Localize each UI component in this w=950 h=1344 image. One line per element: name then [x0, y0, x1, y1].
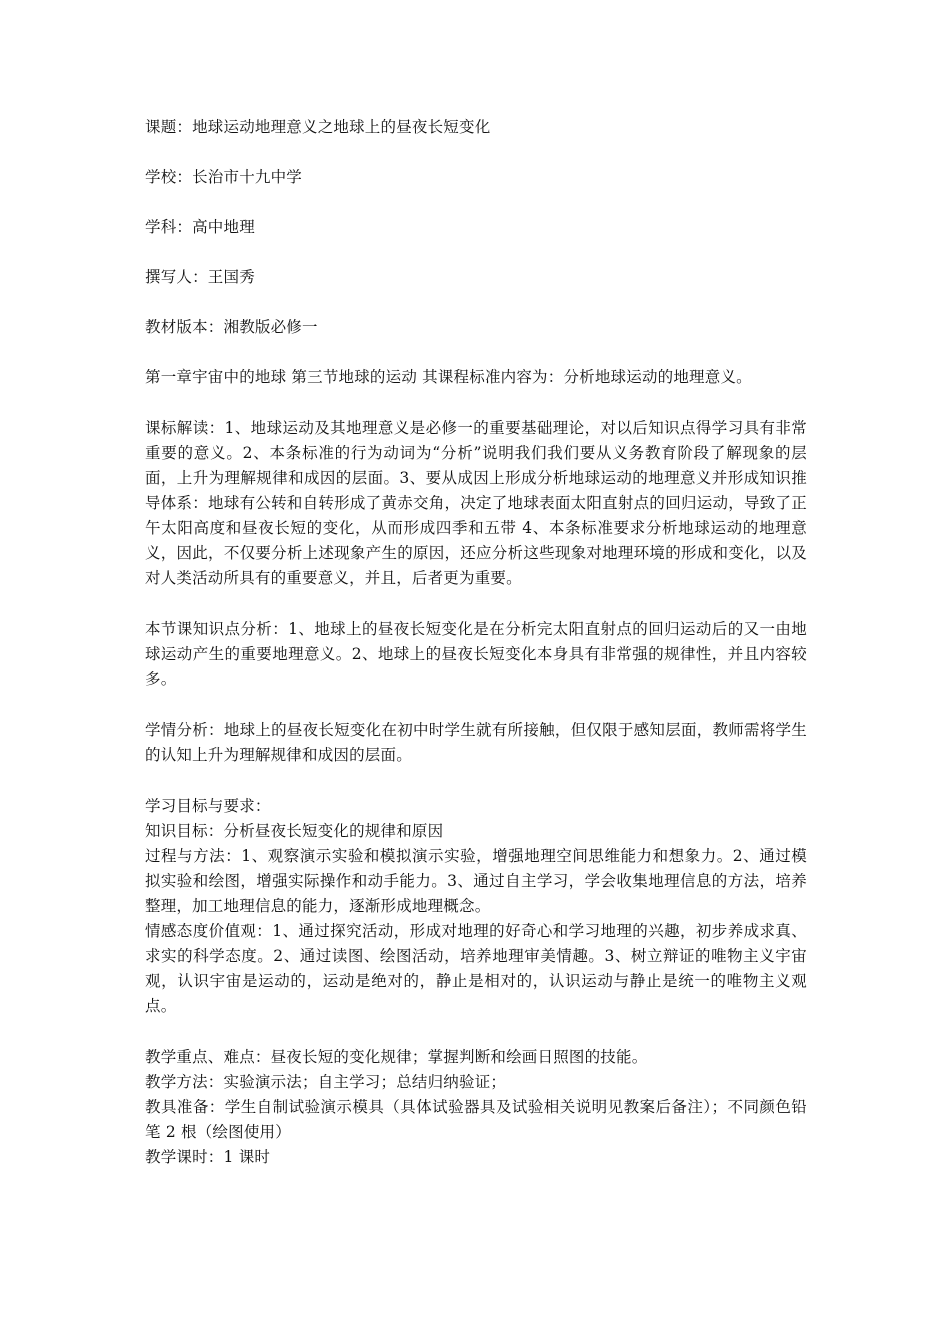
- chapter-line: 第一章宇宙中的地球 第三节地球的运动 其课程标准内容为：分析地球运动的地理意义。: [145, 368, 752, 386]
- textbook-edition-line: 教材版本：湘教版必修一: [145, 318, 318, 336]
- student-analysis: 学情分析：地球上的昼夜长短变化在初中时学生就有所接触，但仅限于感知层面，教师需将学生的认知上升为理解规律和成因的层面。: [145, 721, 807, 764]
- lesson-plan-body: [145, 115, 807, 1170]
- knowledge-objective: 知识目标：分析昼夜长短变化的规律和原因: [145, 822, 444, 840]
- knowledge-analysis: 本节课知识点分析：1、地球上的昼夜长短变化是在分析完太阳直射点的回归运动后的又一由地球运动产生的重要地理意义。2、地球上的昼夜长短变化本身具有非常强的规律性，并且内容较多。: [145, 620, 807, 688]
- subject-line: 学科：高中地理: [145, 218, 255, 236]
- teaching-aids: 教具准备：学生自制试验演示模具（具体试验器具及试验相关说明见教案后备注）；不同颜色铅笔 2 根（绘图使用）: [145, 1098, 807, 1141]
- key-points: 教学重点、难点：昼夜长短的变化规律；掌握判断和绘画日照图的技能。: [145, 1048, 648, 1066]
- emotion-value-objective: 情感态度价值观：1、通过探究活动，形成对地理的好奇心和学习地理的兴趣，初步养成求真、求实的科学态度。2、通过读图、绘图活动，培养地理审美情趣。3、树立辩证的唯物主义宇宙观，认识宇宙是运动的，运动是绝对的，静止是相对的，认识运动与静止是统一的唯物主义观点。: [145, 922, 807, 1015]
- teaching-hours: 教学课时：1 课时: [145, 1148, 271, 1166]
- curriculum-interpretation: 课标解读：1、地球运动及其地理意义是必修一的重要基础理论，对以后知识点得学习具有非常重要的意义。2、本条标准的行为动词为“分析”说明我们我们要从义务教育阶段了解现象的层面，上升为理解规律和成因的层面。3、要从成因上形成分析地球运动的地理意义并形成知识推导体系：地球有公转和自转形成了黄赤交角，决定了地球表面太阳直射点的回归运动，导致了正午太阳高度和昼夜长短的变化，从而形成四季和五带 4、本条标准要求分析地球运动的地理意义，因此，不仅要分析上述现象产生的原因，还应分析这些现象对地理环境的形成和变化，以及对人类活动所具有的重要意义，并且，后者更为重要。: [145, 419, 807, 587]
- author-line: 撰写人：王国秀: [145, 268, 255, 286]
- teaching-methods: 教学方法：实验演示法；自主学习；总结归纳验证；: [145, 1073, 507, 1091]
- objectives-heading: 学习目标与要求：: [145, 797, 271, 815]
- topic-line: 课题：地球运动地理意义之地球上的昼夜长短变化: [145, 118, 491, 136]
- school-line: 学校：长治市十九中学: [145, 168, 303, 186]
- process-method-objective: 过程与方法：1、观察演示实验和模拟演示实验，增强地理空间思维能力和想象力。2、通过模拟实验和绘图，增强实际操作和动手能力。3、通过自主学习，学会收集地理信息的方法，培养整理，加工地理信息的能力，逐渐形成地理概念。: [145, 847, 807, 915]
